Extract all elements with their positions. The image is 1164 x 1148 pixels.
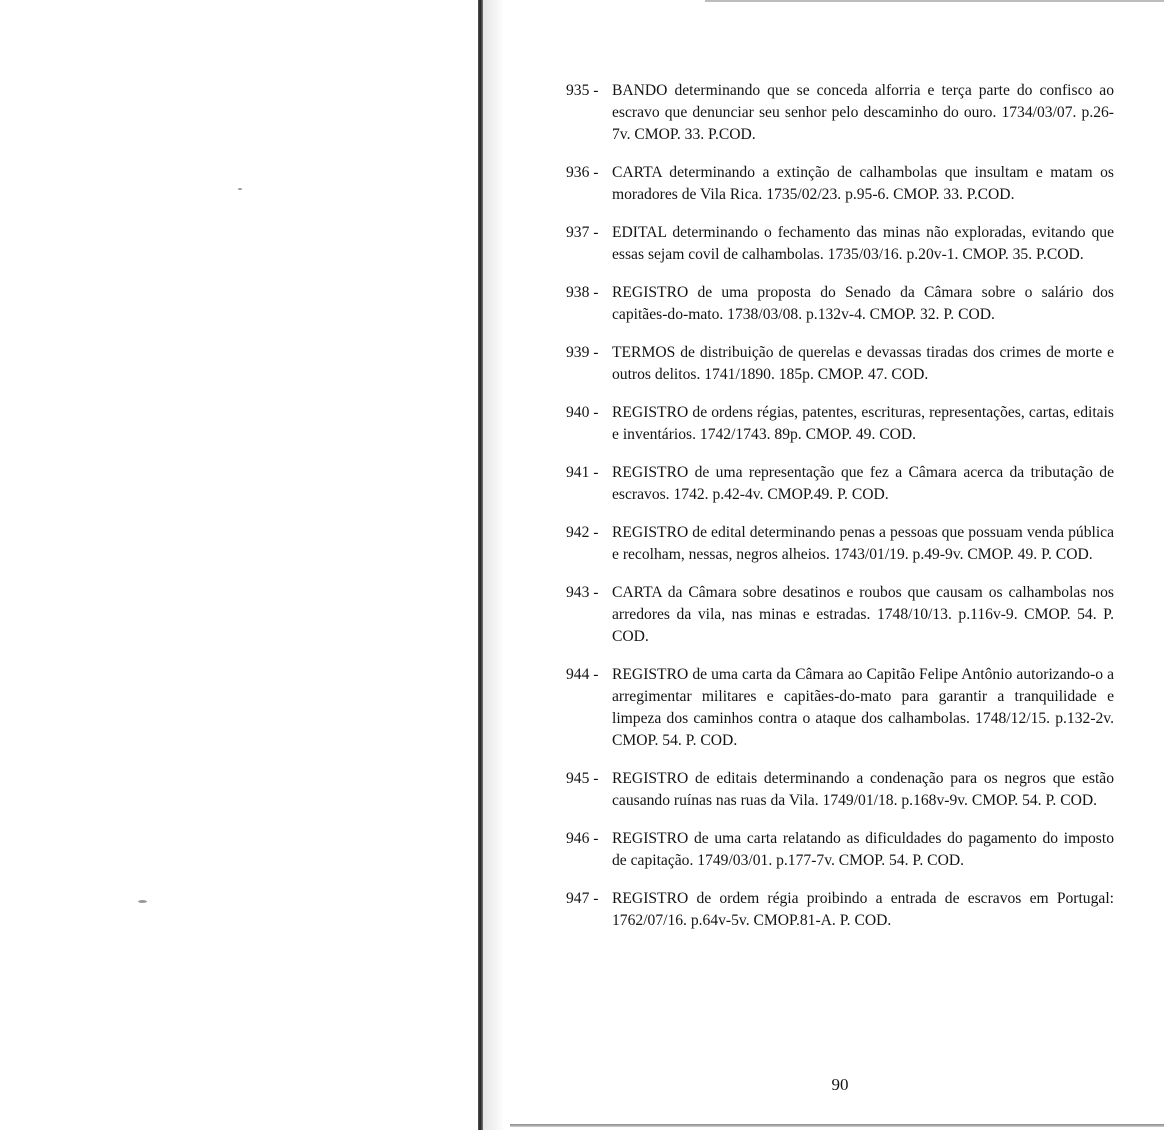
entry-number: 942 - <box>566 524 599 541</box>
entry-text: de uma proposta do Senado da Câmara sobre o salário dos capitães-do-mato. 1738/03/08. p.132v-4. CMOP. 32. P. COD. <box>612 284 1114 323</box>
entry-text: de ordens régias, patentes, escrituras, representações, cartas, editais e inventários. 1742/1743. 89p. CMOP. 49. COD. <box>612 404 1114 443</box>
entry-item <box>566 888 1114 932</box>
entry-heading: REGISTRO <box>612 770 689 787</box>
entry-number: 941 - <box>566 464 599 481</box>
entry-text: de ordem régia proibindo a entrada de escravos em Portugal: 1762/07/16. p.64v-5v. CMOP.81-A. P. COD. <box>612 890 1114 929</box>
entry-number: 936 - <box>566 164 599 181</box>
entry-text: da Câmara sobre desatinos e roubos que causam os calhambolas nos arredores da vila, nas minas e estradas. 1748/10/13. p.116v-9. CMOP. 54. P. COD. <box>612 584 1114 645</box>
page-number: 90 <box>831 1075 849 1094</box>
entry-item <box>566 342 1114 386</box>
scan-speck <box>138 900 147 903</box>
page-bottom-edge <box>510 1124 1164 1127</box>
entry-heading: REGISTRO <box>612 524 689 541</box>
entry-heading: CARTA <box>612 584 662 601</box>
entry-number: 939 - <box>566 344 599 361</box>
entry-number: 937 - <box>566 224 599 241</box>
scan-speck <box>238 188 242 190</box>
page-top-edge <box>705 0 1164 2</box>
entry-text: determinando que se conceda alforria e terça parte do confisco ao escravo que denunciar seu senhor pelo descaminho do ouro. 1734/03/07. p.26-7v. CMOP. 33. P.COD. <box>612 82 1114 143</box>
entry-heading: REGISTRO <box>612 404 689 421</box>
entry-item <box>566 402 1114 446</box>
entry-text: determinando o fechamento das minas não exploradas, evitando que essas sejam covil de calhambolas. 1735/03/16. p.20v-1. CMOP. 35. P.COD. <box>612 224 1115 263</box>
entry-heading: REGISTRO <box>612 830 689 847</box>
entry-item <box>566 80 1114 146</box>
spine-shadow <box>483 0 505 1130</box>
entry-heading: BANDO <box>612 82 668 99</box>
entry-item <box>566 462 1114 506</box>
entry-heading: REGISTRO <box>612 284 689 301</box>
entry-item <box>566 828 1114 872</box>
entry-item <box>566 222 1114 266</box>
entry-number: 945 - <box>566 770 599 787</box>
entry-number: 943 - <box>566 584 599 601</box>
entry-heading: REGISTRO <box>612 666 689 683</box>
entry-heading: REGISTRO <box>612 464 689 481</box>
entry-text: de distribuição de querelas e devassas tiradas dos crimes de morte e outros delitos. 1741/1890. 185p. CMOP. 47. COD. <box>612 344 1114 383</box>
entry-item <box>566 162 1114 206</box>
entry-text: de uma carta relatando as dificuldades do pagamento do imposto de capitação. 1749/03/01. p.177-7v. CMOP. 54. P. COD. <box>612 830 1114 869</box>
entry-item <box>566 664 1114 752</box>
entry-heading: EDITAL <box>612 224 667 241</box>
entry-number: 940 - <box>566 404 599 421</box>
entry-item <box>566 768 1114 812</box>
entry-text: de uma carta da Câmara ao Capitão Felipe Antônio autorizando-o a arregimentar militares e capitães-do-mato para garantir a tranquilidade e limpeza dos caminhos contra o ataque dos calhambolas. 1748/12/15. p.132-2v. CMOP. 54. P. COD. <box>612 666 1115 749</box>
entry-number: 944 - <box>566 666 599 683</box>
entry-text: de uma representação que fez a Câmara acerca da tributação de escravos. 1742. p.42-4v. CMOP.49. P. COD. <box>612 464 1114 503</box>
entry-list <box>566 80 1114 948</box>
entry-heading: CARTA <box>612 164 662 181</box>
entry-item <box>566 522 1114 566</box>
entry-number: 935 - <box>566 82 599 99</box>
entry-item <box>566 282 1114 326</box>
entry-text: de editais determinando a condenação para os negros que estão causando ruínas nas ruas da Vila. 1749/01/18. p.168v-9v. CMOP. 54. P. COD. <box>612 770 1114 809</box>
entry-item <box>566 582 1114 648</box>
entry-number: 938 - <box>566 284 599 301</box>
entry-text: de edital determinando penas a pessoas que possuam venda pública e recolham, nessas, negros alheios. 1743/01/19. p.49-9v. CMOP. 49. P. COD. <box>612 524 1115 563</box>
entry-heading: REGISTRO <box>612 890 689 907</box>
entry-number: 947 - <box>566 890 599 907</box>
entry-text: determinando a extinção de calhambolas que insultam e matam os moradores de Vila Rica. 1735/02/23. p.95-6. CMOP. 33. P.COD. <box>612 164 1114 203</box>
entry-number: 946 - <box>566 830 599 847</box>
entry-heading: TERMOS <box>612 344 676 361</box>
